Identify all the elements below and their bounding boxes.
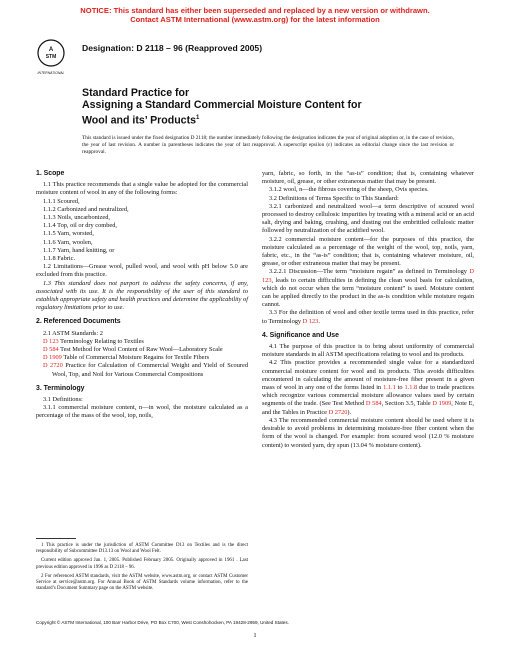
para-4-3: 4.3 The recommended commercial moisture content should be used where it is desirable to avoid problems in determining moisture-free fiber content when the form of the wool is changed. For example: from scoured wool (12.0 % moisture content) to worsted yarn, dry spun (13.04 % moisture content). (262, 416, 474, 449)
form-item: 1.1.8 Fabric. (43, 255, 76, 263)
svg-text:INTERNATIONAL: INTERNATIONAL (37, 71, 65, 75)
section-link[interactable]: 1.1.8 (404, 384, 418, 392)
reference-item: D 1909 Table of Commercial Moisture Regains for Textile Fibers (43, 354, 210, 362)
reference-link[interactable]: D 584 (365, 400, 382, 408)
svg-text:STM: STM (45, 54, 57, 60)
svg-text:A: A (48, 47, 54, 53)
form-item: 1.1.2 Carbonized and neutralized, (43, 205, 129, 213)
para-3-1-2: 3.1.2 wool, n—the fibrous covering of the sheep, Ovis species. (269, 186, 429, 194)
withdrawal-notice (0, 6, 510, 25)
para-3-2: 3.2 Definitions of Terms Specific to This Standard: (269, 194, 399, 202)
para-3-2-1: 3.2.1 carbonized and neutralized wool—a term descriptive of scoured wool processed to destroy cellulosic impurities by treating with a mineral acid or an acid salt, drying and baking, crushing, and dusting out the embrittled cellulosic matter followed by neutralization of the acidified wool. (262, 202, 474, 235)
footnote-rule (36, 538, 76, 539)
para-3-2-2-1: 3.2.2.1 Discussion—The term “moisture regain” as defined in Terminology D 123, leads to certain difficulties in defining the clean wool basis for calculation, which do not occur when the term “moisture content” is used. Moisture content can be applied directly to the product in the as-is condition while moisture regain cannot. (262, 268, 474, 309)
page-number: 1 (253, 632, 257, 639)
astm-logo-icon (36, 38, 66, 78)
terminology-heading: 3. Terminology (36, 384, 85, 392)
section-link[interactable]: 1.1.1 (383, 384, 396, 392)
reference-item: D 584 Test Method for Wool Content of Raw Wool—Laboratory Scale (43, 346, 223, 354)
footnotes (36, 538, 248, 595)
para-3-1-1: 3.1.1 commercial moisture content, n—in wool, the moisture calculated as a percentage of the mass of the wool, top, noils, (36, 404, 248, 420)
designation: Designation: D 2118 – 96 (Reapproved 2005) (82, 43, 263, 53)
para-3-1: 3.1 Definitions: (43, 396, 83, 404)
title-line-1: Standard Practice for (82, 87, 190, 99)
notice-line-1: NOTICE: This standard has either been superseded and replaced by a new version or withdrawn. (80, 6, 430, 15)
reference-item: D 2720 Practice for Calculation of Commercial Weight and Yield of Scoured Wool, Top, and Noil for Various Commercial Compositions (43, 362, 248, 378)
title-footnote-mark: 1 (196, 114, 200, 121)
title-line-3: Wool and its’ Products$^1$ (82, 114, 200, 127)
right-column (262, 170, 474, 450)
para-1-1: 1.1 This practice recommends that a single value be adopted for the commercial moisture content of wool in any of the following forms: (36, 181, 248, 197)
para-3-2-2: 3.2.2 commercial moisture content—for the purposes of this practice, the moisture calculated as a percentage of the weight of the wool, top, noils, yarn, fabric, etc., in the “as-is” condition; that is, containing whatever moisture, oil, grease, or other extraneous matter that may be present. (262, 235, 474, 268)
form-item: 1.1.4 Top, oil or dry combed, (43, 222, 117, 230)
notice-line-2: Contact ASTM International (www.astm.org) for the latest information (130, 15, 380, 25)
form-item: 1.1.3 Noils, uncarbonized, (43, 214, 110, 222)
reference-link[interactable]: D 123 (302, 317, 319, 325)
left-column (36, 170, 248, 421)
scope-heading: 1. Scope (36, 170, 65, 177)
copyright: Copyright © ASTM International, 100 Barr Harbor Drive, PO Box C700, West Conshohocken, PA 19428-2959, United States. (36, 620, 289, 625)
para-2-1: 2.1 ASTM Standards: 2 (43, 329, 103, 337)
reference-link[interactable]: D 1909 (432, 400, 452, 408)
reference-link[interactable]: D 2720 (43, 362, 63, 370)
para-3-3: 3.3 For the definition of wool and other textile terms used in this practice, refer to Terminology D 123. (262, 309, 474, 325)
form-item: 1.1.7 Yarn, hand knitting, or (43, 246, 115, 254)
para-4-1: 4.1 The purpose of this practice is to bring about uniformity of commercial moisture standards in all ASTM specifications relating to wool and its products. (262, 343, 474, 359)
para-1-2: 1.2 Limitations—Grease wool, pulled wool, and wool with pH below 5.0 are excluded from this practice. (36, 263, 248, 279)
title-line-2: Assigning a Standard Commercial Moisture Content for (82, 99, 362, 112)
form-item: 1.1.5 Yarn, worsted, (43, 230, 94, 238)
referenced-documents-heading: 2. Referenced Documents (36, 318, 121, 326)
reference-link[interactable]: D 123 (43, 337, 59, 345)
para-3-1-1-cont: yarn, fabric, so forth, in the “as-is” condition; that is, containing whatever moisture, oil, grease, or other extraneous matter that may be present. (262, 170, 474, 186)
form-item: 1.1.6 Yarn, woolen, (43, 238, 93, 246)
document-title (82, 87, 482, 127)
significance-heading: 4. Significance and Use (262, 331, 339, 339)
issuance-note: This standard is issued under the fixed designation D 2118; the number immediately following the designation indicates the year of original adoption or, in the case of revision, the year of last revision. A number in parentheses indicates the year of last reapproval. A superscript epsilon (ε) indicates an editorial change since the last revision or reapproval. (82, 135, 454, 155)
reference-link[interactable]: D 123 (262, 268, 474, 284)
para-4-2: 4.2 This practice provides a recommended single value for a standardized commercial moisture content for wool and its products. This avoids difficulties encountered in calculating the amount of moisture-free fiber present in a given mass of wool in any one of the forms listed in 1.1.1 to 1.1.8 due to trade practices which recognize various commercial moisture allowance values used by certain segments of the trade. (See Test Method D 584, Section 3.5, Table D 1909, Note E, and the Tables in Practice D 2720). (262, 359, 474, 416)
footnote-1: 1 This practice is under the jurisdiction of ASTM Committee D13 on Textiles and is the direct responsibility of Subcommittee D13.13 on Wool and Wool Felt. (36, 543, 248, 555)
reference-link[interactable]: D 2720 (328, 408, 348, 416)
footnote-1-edition: Current edition approved Jan. 1, 2005. Published February 2005. Originally approved in 1961 . Last previous edition approved in 1996 as D 2118 – 96. (36, 558, 248, 570)
reference-item: D 123 Terminology Relating to Textiles (43, 337, 144, 345)
reference-link[interactable]: D 1909 (43, 354, 62, 362)
reference-link[interactable]: D 584 (43, 346, 59, 354)
para-1-3: 1.3 This standard does not purport to address the safety concerns, if any, associated with its use. It is the responsibility of the user of this standard to establish appropriate safety and health practices and determine the applicability of regulatory limitations prior to use. (36, 279, 248, 312)
form-item: 1.1.1 Scoured, (43, 197, 80, 205)
footnote-2: 2 For referenced ASTM standards, visit the ASTM website, www.astm.org, or contact ASTM Customer Service at service@astm.org. For Annual Book of ASTM Standards volume information, refer to the standard’s Document Summary page on the ASTM website. (36, 573, 248, 592)
